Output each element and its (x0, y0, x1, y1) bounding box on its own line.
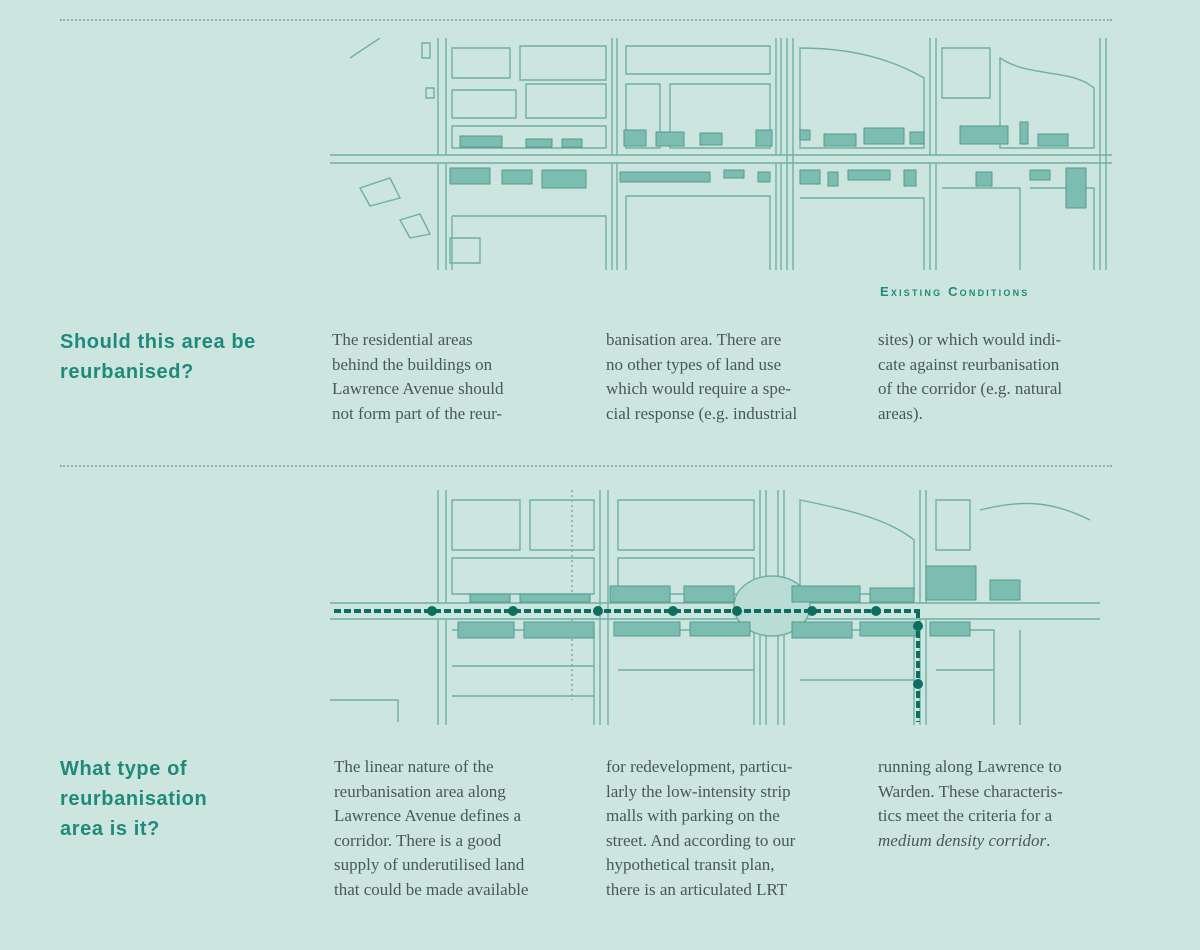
question-line: reurbanisation (60, 788, 208, 810)
body-line: sites) or which would indi- (878, 330, 1062, 349)
body-line: Lawrence Avenue defines a (334, 806, 522, 825)
body-line (878, 829, 1138, 854)
body-line: behind the buildings on (332, 354, 493, 374)
body-line: The residential areas (332, 330, 473, 349)
body-line: cate against reurbanisation (878, 354, 1060, 374)
body-line: of the corridor (e.g. natural (878, 379, 1063, 398)
corridor-plan (330, 490, 1100, 725)
body-line: no other types of land use (606, 354, 782, 374)
body-line: street. And according to our (606, 830, 796, 850)
body-line: running along Lawrence to (878, 757, 1062, 776)
body-line: areas). (878, 403, 923, 423)
body-column (606, 328, 856, 426)
question-line: What type of (60, 758, 188, 780)
body-line: that could be made available (334, 879, 529, 899)
body-column (332, 328, 572, 426)
emphasis-text: medium density corridor (878, 830, 1047, 850)
body-line: hypothetical transit plan, (606, 855, 775, 874)
question-line: area is it? (60, 818, 160, 840)
top-divider (60, 19, 1112, 21)
body-line: for redevelopment, particu- (606, 757, 793, 776)
body-line: malls with parking on the (606, 806, 780, 825)
body-line: larly the low-intensity strip (606, 781, 791, 801)
body-line: supply of underutilised land (334, 855, 525, 874)
body-column (878, 328, 1128, 426)
body-line: corridor. There is a good (334, 830, 502, 850)
body-line: there is an articulated LRT (606, 879, 788, 899)
body-line: Warden. These characteris- (878, 781, 1063, 801)
body-line: cial response (e.g. industrial (606, 403, 798, 423)
body-column (606, 755, 866, 902)
body-line: Lawrence Avenue should (332, 379, 504, 398)
period: . (1046, 830, 1051, 850)
body-line: not form part of the reur- (332, 403, 503, 423)
question-line: reurbanised? (60, 361, 194, 383)
body-column (334, 755, 584, 902)
body-line: which would require a spe- (606, 379, 792, 398)
question-heading (60, 754, 290, 844)
body-column (878, 755, 1138, 853)
body-line: banisation area. There are (606, 330, 782, 349)
body-line: reurbanisation area along (334, 781, 506, 801)
section-divider (60, 465, 1112, 467)
question-line: Should this area be (60, 331, 256, 353)
map-caption: Existing Conditions (880, 284, 1030, 299)
body-line: The linear nature of the (334, 757, 494, 776)
existing-conditions-plan (330, 38, 1112, 270)
body-line: tics meet the criteria for a (878, 806, 1053, 825)
question-heading (60, 327, 290, 387)
